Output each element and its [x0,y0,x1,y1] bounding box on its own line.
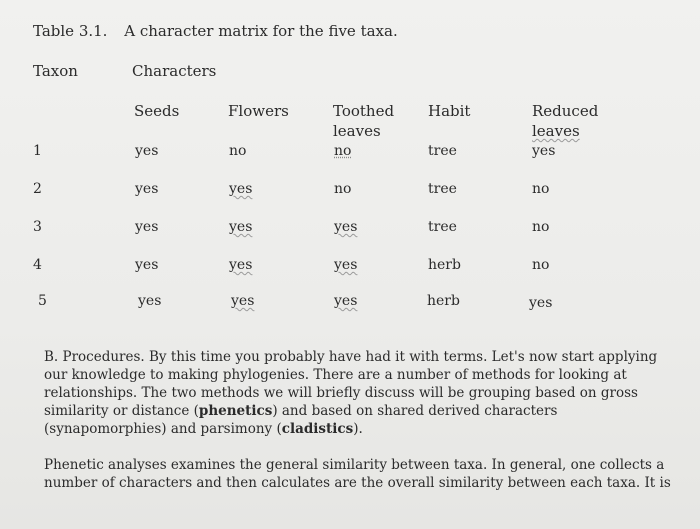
term-cladistics: cladistics [281,421,354,437]
characters-header: Characters [132,62,217,80]
taxon-cell: 5 [38,293,47,309]
flowers-cell: yes [229,181,253,197]
seeds-cell: yes [135,143,159,159]
flowers-cell: yes [229,219,253,235]
habit-cell: herb [428,257,461,273]
table-caption [33,22,398,40]
col-header-reduced: Reduced [532,102,599,120]
paragraph-text: ) and based on shared derived characters (synapomorphies) and parsimony ( [44,403,558,437]
reduced-cell: yes [529,295,553,311]
taxon-header: Taxon [33,62,78,80]
col-header-toothed-leaves: leaves [333,122,381,140]
seeds-cell: yes [135,219,159,235]
reduced-cell: yes [532,143,556,159]
term-phenetics: phenetics [198,403,273,419]
paragraph-text: ). [353,421,363,437]
taxon-cell: 4 [33,257,42,273]
reduced-cell: no [532,257,550,273]
flowers-cell: yes [231,293,255,309]
toothed-cell: yes [334,219,358,235]
flowers-cell: no [229,143,247,159]
taxon-cell: 3 [33,219,42,235]
col-header-flowers: Flowers [228,102,289,120]
toothed-cell: no [334,181,352,197]
toothed-cell: yes [334,293,358,309]
procedures-paragraph [44,348,674,438]
table-number: Table 3.1. [33,22,108,40]
reduced-cell: no [532,181,550,197]
habit-cell: tree [428,143,457,159]
paragraph-text: B. Procedures. By this time you probably have had it with terms. Let's now start applying our knowledge to making phylogenies. There are a number of methods for looking at relationships. The two methods we will briefly discuss will be grouping based on gross similarity or distance ( [44,349,658,419]
seeds-cell: yes [135,181,159,197]
col-header-habit: Habit [428,102,471,120]
taxon-cell: 2 [33,181,42,197]
phenetics-paragraph: Phenetic analyses examines the general similarity between taxa. In general, one collects a number of characters and then calculates are the overall similarity between each taxa. It is [44,457,671,491]
col-header-seeds: Seeds [134,102,180,120]
col-header-toothed: Toothed [333,102,395,120]
seeds-cell: yes [135,257,159,273]
habit-cell: tree [428,181,457,197]
reduced-cell: no [532,219,550,235]
flowers-cell: yes [229,257,253,273]
toothed-cell: yes [334,257,358,273]
table-title: A character matrix for the five taxa. [124,22,398,40]
taxon-cell: 1 [33,143,42,159]
habit-cell: tree [428,219,457,235]
col-header-reduced-leaves: leaves [532,122,580,140]
toothed-cell: no [334,143,352,159]
habit-cell: herb [427,293,460,309]
seeds-cell: yes [138,293,162,309]
